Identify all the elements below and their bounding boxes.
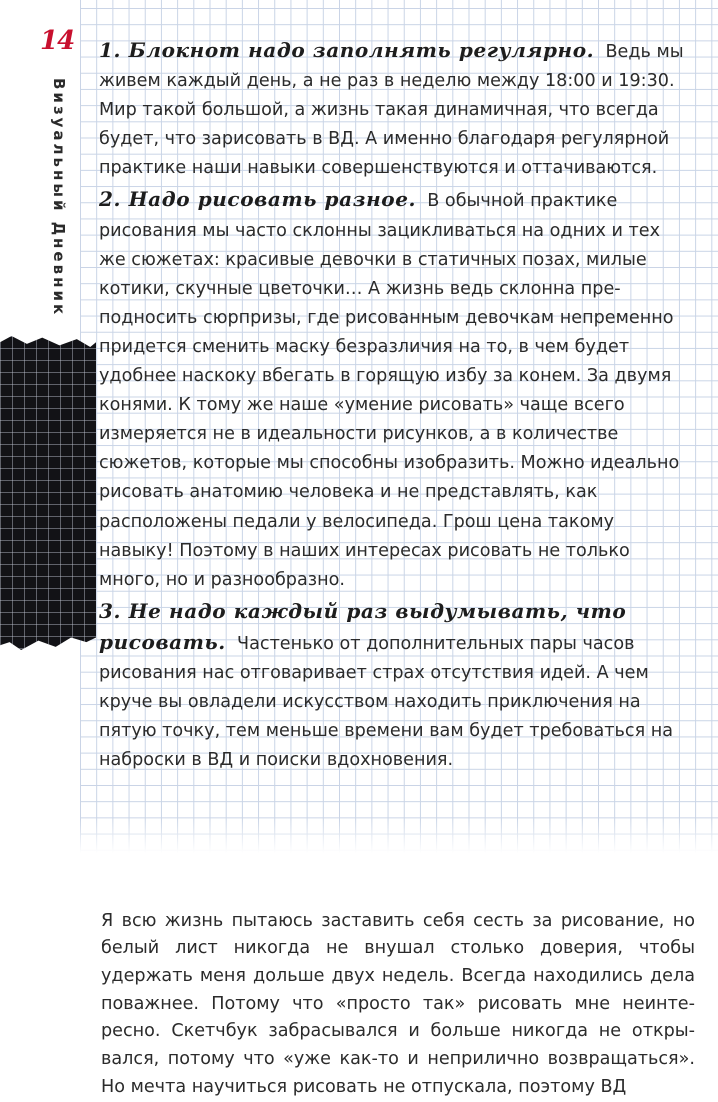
tip-item — [99, 36, 689, 183]
tip-text: В обычной практике рисования мы часто склонны зацикливаться на одних и тех же сюжетах: красивые девочки в статичных позах, милые котики, скучные цветочки… А жизнь ведь склонна преподносить сюрпризы, где рисованным девочкам непременно придется сменить маску безразличия на то, в чем будет удобнее наскоку вбегать в горящую избу за конем. За двумя конями. К тому же наше «умение рисовать» чаще всего измеряется не в идеальности рисунков, а в количестве сюжетов, которые мы способны изобразить. Можно идеально рисовать анатомию человека и не представлять, как расположены педали у велосипеда. Грош цена такому навыку! Поэтому в наших интересах рисовать не только много, но и разнообразно. — [99, 191, 680, 590]
tip-item — [99, 185, 689, 594]
decorative-tape-strip — [0, 336, 96, 650]
tip-text: Частенько от дополнительных пары часов рисования нас отговаривает страх отсутствия идей. А чем круче вы овладели искусством находить приключения на пятую точку, тем меньше времени вам будет требоваться на наброски в ВД и поиски вдохновения. — [99, 633, 674, 771]
tip-text: Ведь мы живем каждый день, а не раз в неделю между 18:00 и 19:30. Мир такой большой, а жизнь такая динамичная, что всегда будет, что зарисовать в ВД. А именно благодаря регулярной практике наши навыки совершенствуются и оттачиваются. — [99, 42, 684, 179]
running-title-vertical: Визуальный Дневник — [50, 78, 68, 318]
body-paragraph: Я всю жизнь пытаюсь заставить себя сесть за рисование, но белый лист никогда не внушал столько доверия, чтобы удержать меня дольше двух недель. Всегда находились дела поважнее. Потому что «просто так» рисовать мне неинтересно. Скетчбук забрасывался и больше никогда не открывался, потому что «уже как-то и неприлично возвращаться». Но мечта научиться рисовать не отпускала, поэтому ВД — [101, 910, 695, 1097]
tip-item — [99, 597, 689, 776]
tip-heading: 3. Не надо каждый раз выдумывать, что рисовать. — [99, 598, 627, 654]
tip-heading: 2. Надо рисовать разное. — [99, 187, 417, 212]
tips-list — [99, 36, 689, 777]
tip-heading: 1. Блокнот надо заполнять регулярно. — [99, 38, 595, 62]
page-number: 14 — [40, 26, 75, 56]
